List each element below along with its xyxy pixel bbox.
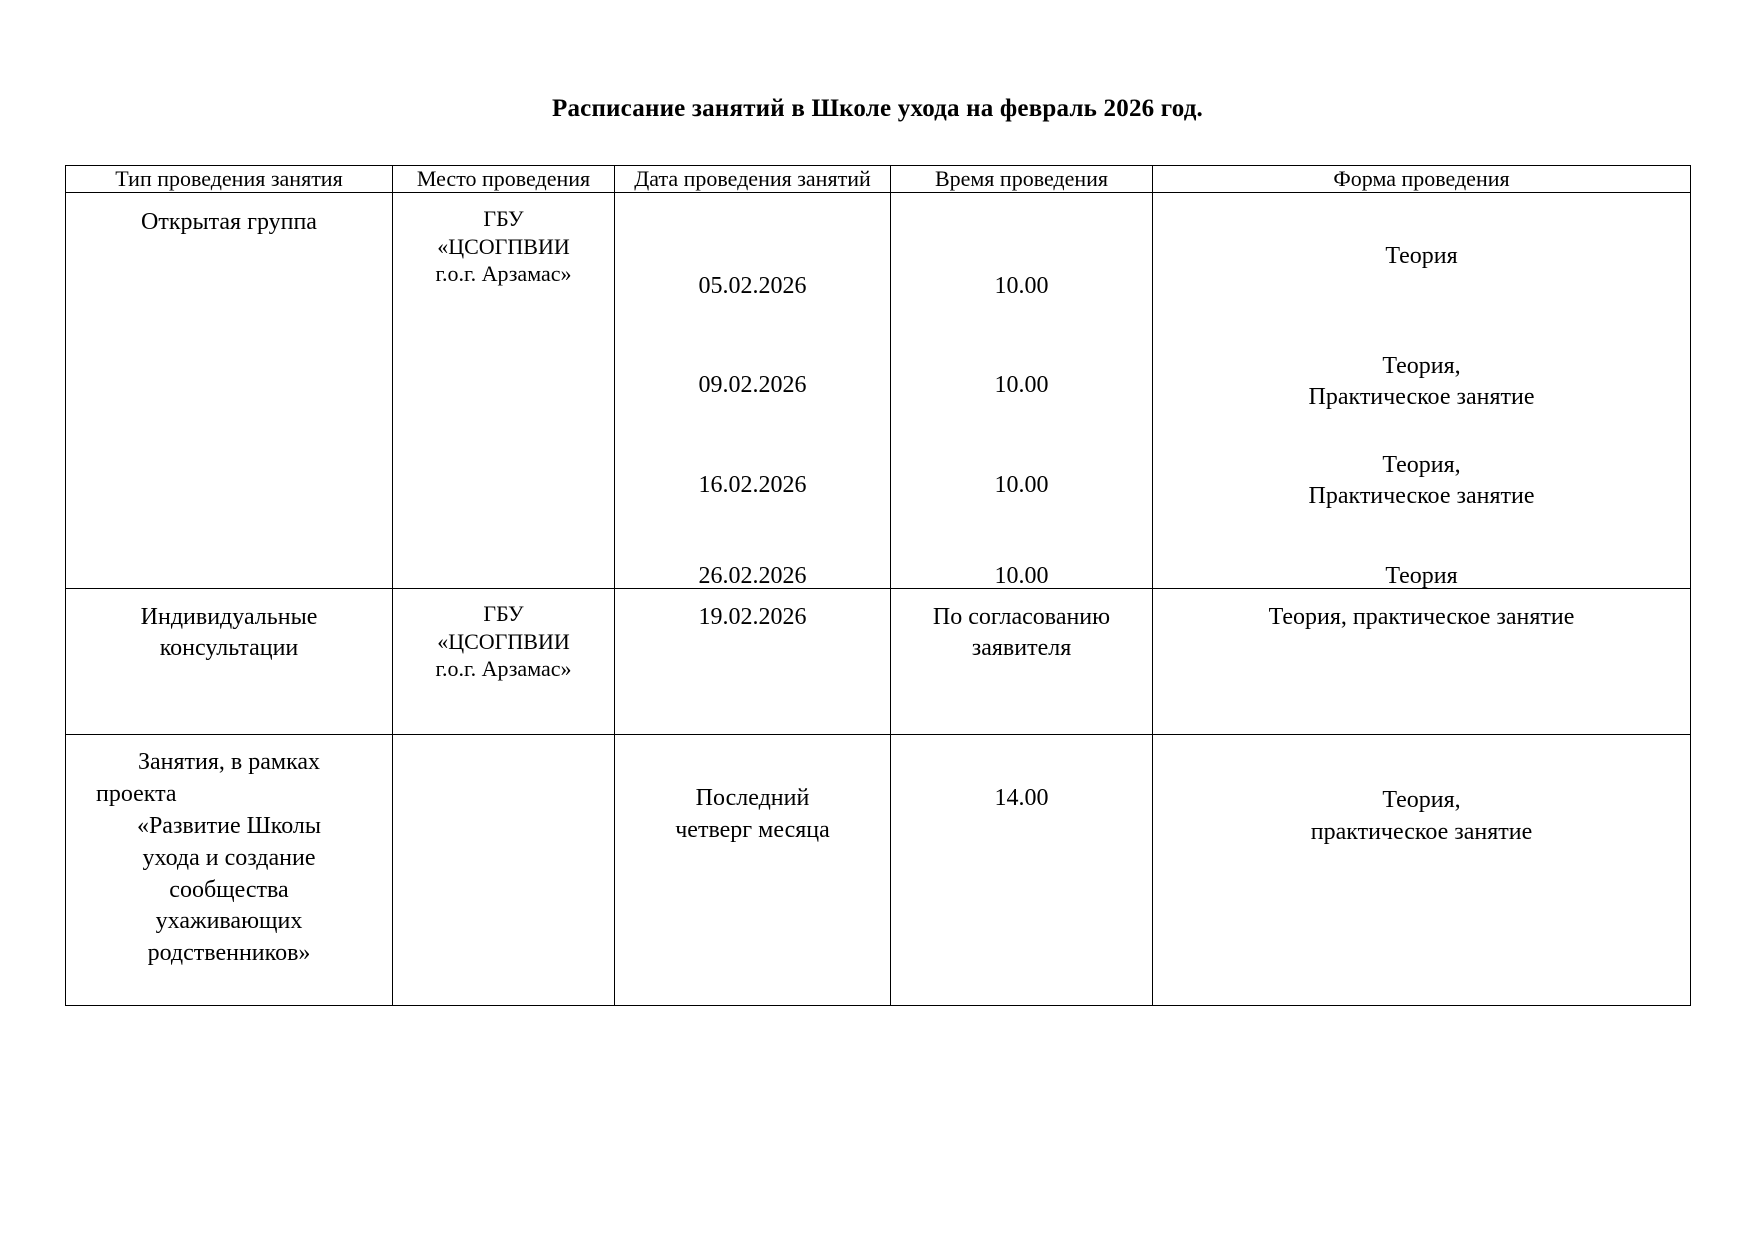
form-3-line-2: Практическое занятие [1308,483,1535,510]
table-body [66,192,1691,1005]
cell-form-project [1153,734,1691,1005]
form-3-line-1: Теория, [1382,451,1461,478]
cell-forms-open-group [1153,192,1691,588]
text-time-project: 14.00 [994,784,1049,811]
text-place-open-group [393,205,614,288]
page-title: Расписание занятий в Школе ухода на февраль 2026 год. [551,95,1204,122]
cell-type-open-group [66,192,393,588]
text-form-project [1153,785,1690,849]
date-line-1: Последний [695,784,810,811]
form-2-line-2: Практическое занятие [1308,384,1535,411]
text-form-3 [1153,450,1690,512]
form-2-line-1: Теория, [1382,352,1461,379]
cell-place-project [393,734,615,1005]
type-line-7: родственников» [147,940,311,967]
place-line-3: г.о.г. Арзамас» [435,261,572,287]
time-line-2: заявителя [971,635,1072,662]
text-date-3: 16.02.2026 [698,471,807,498]
column-header-type: Тип проведения занятия [66,166,393,193]
cell-date-individual [615,588,891,734]
place-line-1: ГБУ [483,600,524,626]
place-line-2: «ЦСОГПВИИ [437,628,570,654]
schedule-table-container [65,123,1690,1006]
schedule-table [65,165,1691,1006]
text-form-1 [1153,241,1690,272]
text-time-1: 10.00 [994,272,1049,299]
type-line-6: ухаживающих [155,908,303,935]
text-type-individual [66,602,392,664]
column-header-form: Форма проведения [1153,166,1691,193]
text-form-individual: Теория, практическое занятие [1268,603,1575,630]
text-form-4 [1153,561,1690,592]
cell-dates-open-group [615,192,891,588]
cell-place-open-group [393,192,615,588]
place-line-3: г.о.г. Арзамас» [435,656,572,682]
text-time-2: 10.00 [994,371,1049,398]
type-line-2: консультации [159,635,299,662]
cell-type-project [66,734,393,1005]
text-place-individual [393,600,614,683]
text-time-3: 10.00 [994,471,1049,498]
text-form-2 [1153,351,1690,413]
type-line-4: ухода и создание [142,844,316,871]
column-header-time: Время проведения [891,166,1153,193]
date-line-2: четверг месяца [675,816,830,843]
form-line-1: Теория, [1382,786,1461,813]
type-line-2: проекта [96,780,177,807]
column-header-place: Место проведения [393,166,615,193]
type-line-5: сообщества [169,876,289,903]
text-time-4: 10.00 [994,562,1049,589]
table-header [66,166,1691,193]
place-line-1: ГБУ [483,205,524,231]
text-time-individual [891,602,1152,664]
column-header-date: Дата проведения занятий [615,166,891,193]
table-row [66,734,1691,1005]
text-date-individual: 19.02.2026 [698,603,807,630]
text-type-project [66,747,392,970]
place-line-2: «ЦСОГПВИИ [437,233,570,259]
cell-form-individual [1153,588,1691,734]
cell-time-individual [891,588,1153,734]
type-line-1: Занятия, в рамках [137,748,321,775]
cell-place-individual [393,588,615,734]
table-row [66,588,1691,734]
table-header-row [66,166,1691,193]
time-line-1: По согласованию [932,603,1111,630]
cell-date-project [615,734,891,1005]
table-row [66,192,1691,588]
cell-time-project [891,734,1153,1005]
text-date-4: 26.02.2026 [698,562,807,589]
text-date-1: 05.02.2026 [698,272,807,299]
type-line-1: Индивидуальные [140,603,318,630]
form-1-line-1: Теория [1385,242,1458,269]
cell-times-open-group [891,192,1153,588]
text-date-2: 09.02.2026 [698,371,807,398]
text-type-open-group: Открытая группа [141,208,317,235]
form-line-2: практическое занятие [1310,818,1533,845]
type-line-3: «Развитие Школы [136,812,322,839]
cell-type-individual [66,588,393,734]
text-date-project [615,783,890,847]
form-4-line-1: Теория [1385,562,1458,589]
